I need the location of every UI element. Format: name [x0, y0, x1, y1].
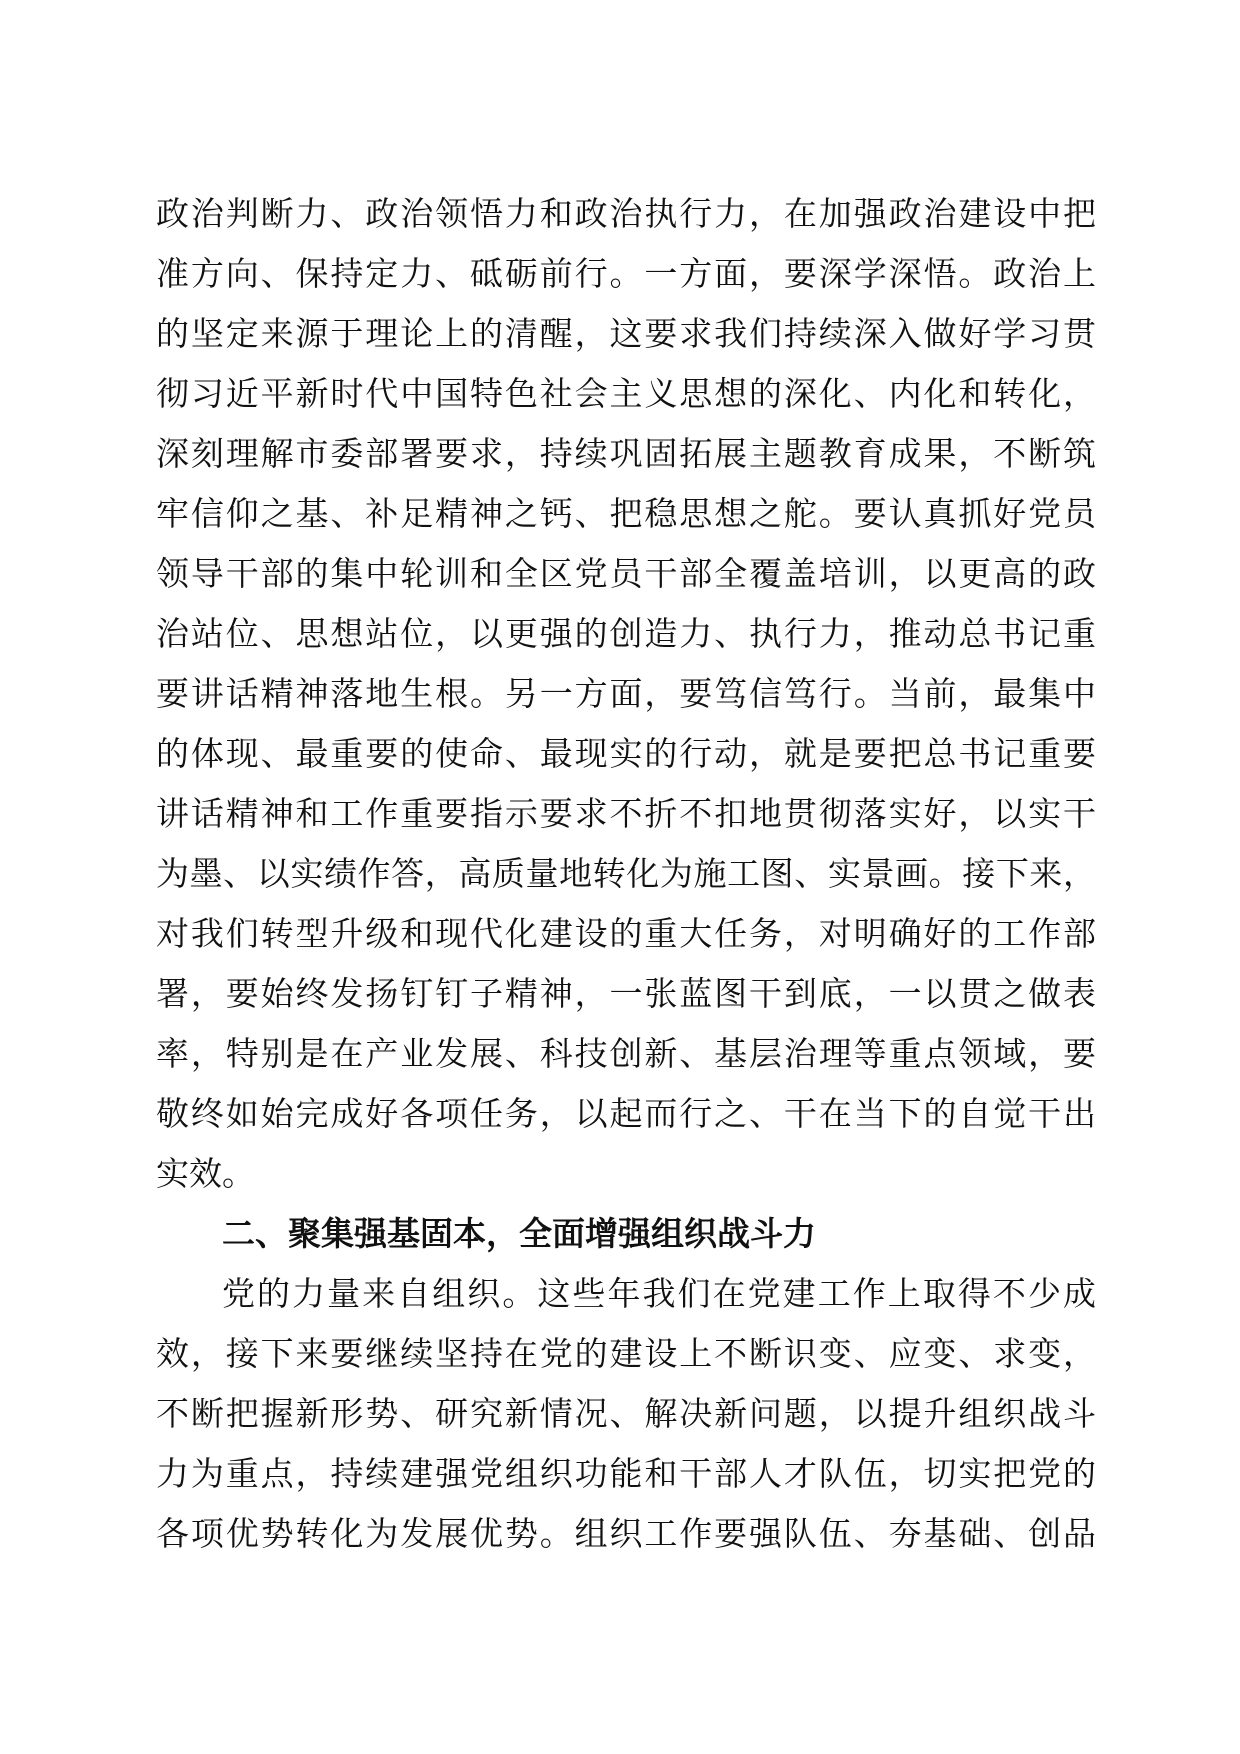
text-line: 准方向、保持定力、砥砺前行。一方面，要深学深悟。政治上: [156, 254, 1096, 293]
text-line: 对我们转型升级和现代化建设的重大任务，对明确好的工作部: [156, 914, 1096, 953]
text-line: 敬终如始完成好各项任务，以起而行之、干在当下的自觉干出: [156, 1094, 1096, 1133]
text-line: 要讲话精神落地生根。另一方面，要笃信笃行。当前，最集中: [156, 674, 1096, 713]
text-line: 效，接下来要继续坚持在党的建设上不断识变、应变、求变，: [156, 1334, 1096, 1373]
text-line: 的体现、最重要的使命、最现实的行动，就是要把总书记重要: [156, 734, 1096, 773]
text-line: 署，要始终发扬钉钉子精神，一张蓝图干到底，一以贯之做表: [156, 974, 1096, 1013]
text-line: 讲话精神和工作重要指示要求不折不扣地贯彻落实好，以实干: [156, 794, 1096, 833]
text-line: 治站位、思想站位，以更强的创造力、执行力，推动总书记重: [156, 614, 1096, 653]
text-line: 各项优势转化为发展优势。组织工作要强队伍、夯基础、创品: [156, 1514, 1096, 1553]
text-line: 党的力量来自组织。这些年我们在党建工作上取得不少成: [222, 1274, 1096, 1313]
text-line: 不断把握新形势、研究新情况、解决新问题，以提升组织战斗: [156, 1394, 1096, 1433]
text-line: 的坚定来源于理论上的清醒，这要求我们持续深入做好学习贯: [156, 314, 1096, 353]
body-text: [156, 184, 1096, 1564]
text-line: 实效。: [156, 1154, 255, 1193]
text-line: 牢信仰之基、补足精神之钙、把稳思想之舵。要认真抓好党员: [156, 494, 1096, 533]
text-line: 力为重点，持续建强党组织功能和干部人才队伍，切实把党的: [156, 1454, 1096, 1493]
text-line: 领导干部的集中轮训和全区党员干部全覆盖培训，以更高的政: [156, 554, 1096, 593]
text-line: 深刻理解市委部署要求，持续巩固拓展主题教育成果，不断筑: [156, 434, 1096, 473]
text-line: 率，特别是在产业发展、科技创新、基层治理等重点领域，要: [156, 1034, 1096, 1073]
section-heading: 二、聚集强基固本，全面增强组织战斗力: [222, 1214, 816, 1253]
text-line: 彻习近平新时代中国特色社会主义思想的深化、内化和转化，: [156, 374, 1096, 413]
text-line: 政治判断力、政治领悟力和政治执行力，在加强政治建设中把: [156, 194, 1096, 233]
text-line: 为墨、以实绩作答，高质量地转化为施工图、实景画。接下来，: [156, 854, 1096, 893]
